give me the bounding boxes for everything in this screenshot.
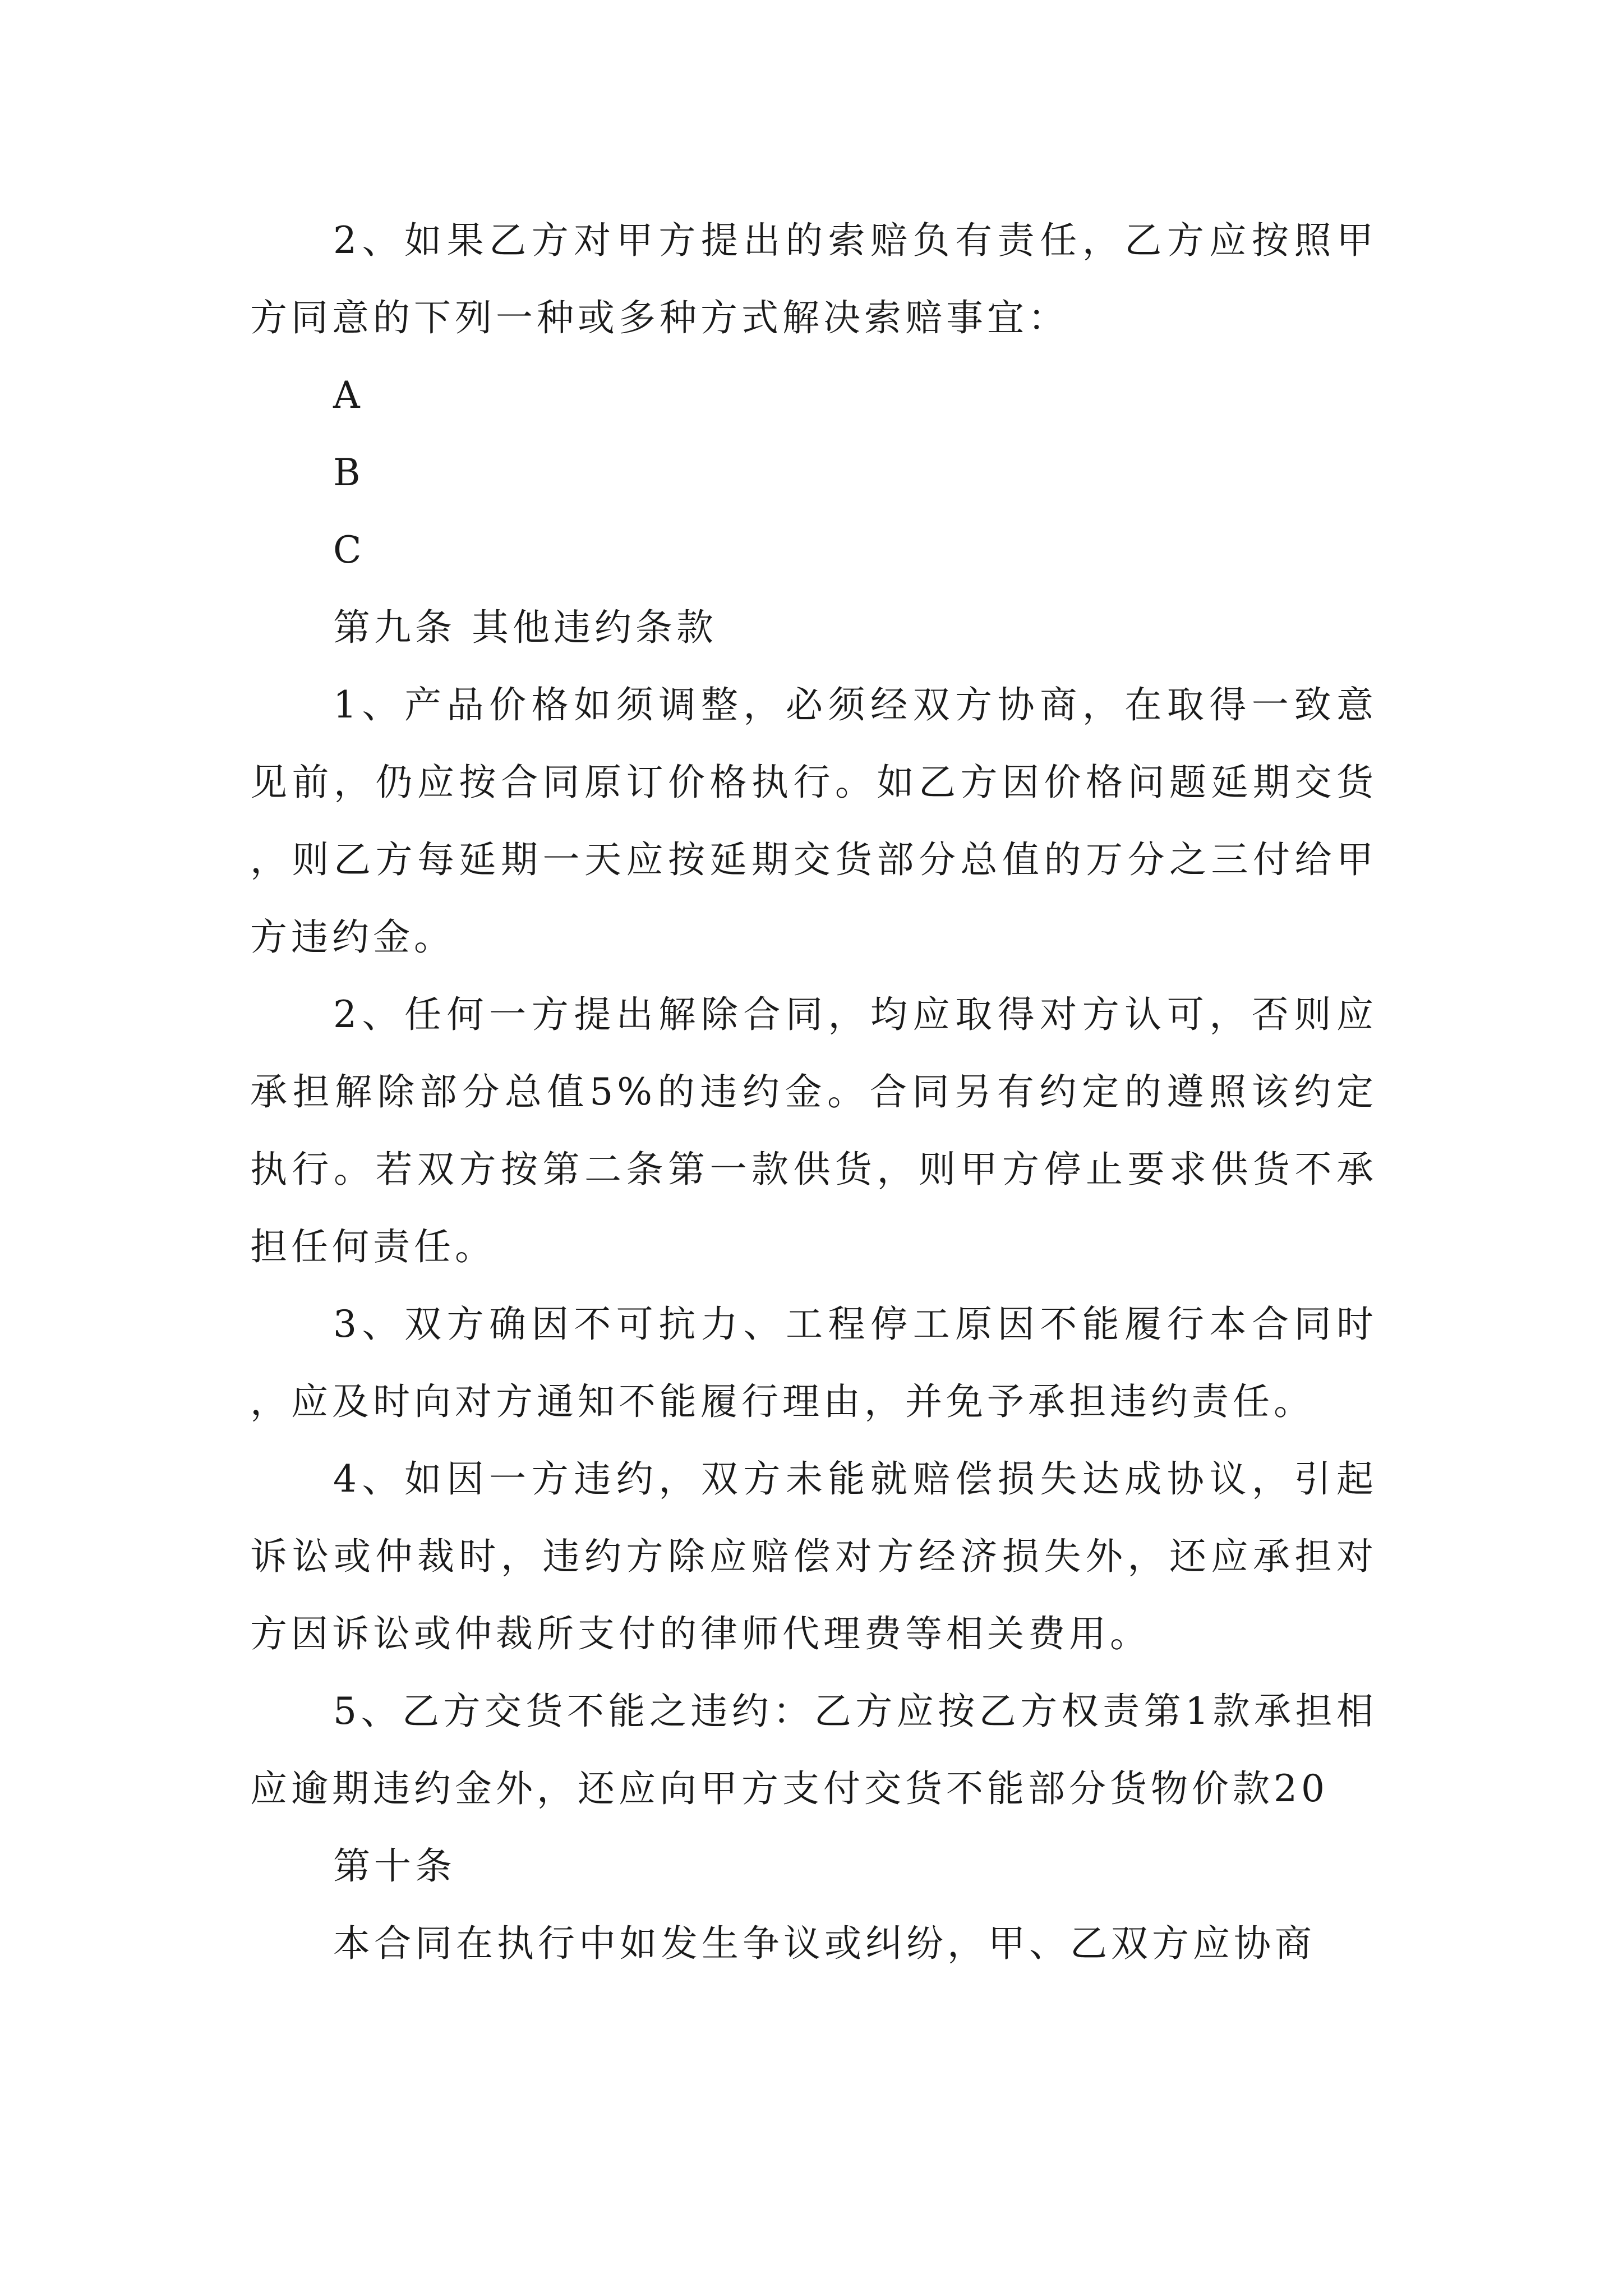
paragraph-claim-resolution: 2、如果乙方对甲方提出的索赔负有责任，乙方应按照甲方同意的下列一种或多种方式解决索赔事宜： bbox=[250, 219, 1377, 339]
paragraph-price-adjustment: 1、产品价格如须调整，必须经双方协商，在取得一致意见前，仍应按合同原订价格执行。如乙方因价格问题延期交货，则乙方每延期一天应按延期交货部分总值的万分之三付给甲方违约金。 bbox=[250, 683, 1377, 959]
paragraph-force-majeure: 3、双方确因不可抗力、工程停工原因不能履行本合同时，应及时向对方通知不能履行理由，并免予承担违约责任。 bbox=[250, 1303, 1377, 1423]
list-item-c: C bbox=[333, 528, 366, 572]
paragraph-contract-termination: 2、任何一方提出解除合同，均应取得对方认可，否则应承担解除部分总值5%的违约金。合同另有约定的遵照该约定执行。若双方按第二条第一款供货，则甲方停止要求供货不承担任何责任。 bbox=[250, 993, 1377, 1268]
paragraph-litigation-costs: 4、如因一方违约，双方未能就赔偿损失达成协议，引起诉讼或仲裁时，违约方除应赔偿对方经济损失外，还应承担对方因诉讼或仲裁所支付的律师代理费等相关费用。 bbox=[250, 1457, 1377, 1655]
article-9-heading: 第九条 其他违约条款 bbox=[333, 606, 717, 649]
article-10-heading: 第十条 bbox=[333, 1844, 456, 1888]
paragraph-delivery-failure: 5、乙方交货不能之违约：乙方应按乙方权责第1款承担相应逾期违约金外，还应向甲方支付交货不能部分货物价款20 bbox=[250, 1690, 1377, 1810]
list-item-a: A bbox=[333, 374, 364, 417]
document-body bbox=[250, 202, 1377, 1982]
paragraph-dispute-resolution: 本合同在执行中如发生争议或纠纷，甲、乙双方应协商 bbox=[333, 1922, 1316, 1965]
list-item-b: B bbox=[333, 451, 365, 494]
